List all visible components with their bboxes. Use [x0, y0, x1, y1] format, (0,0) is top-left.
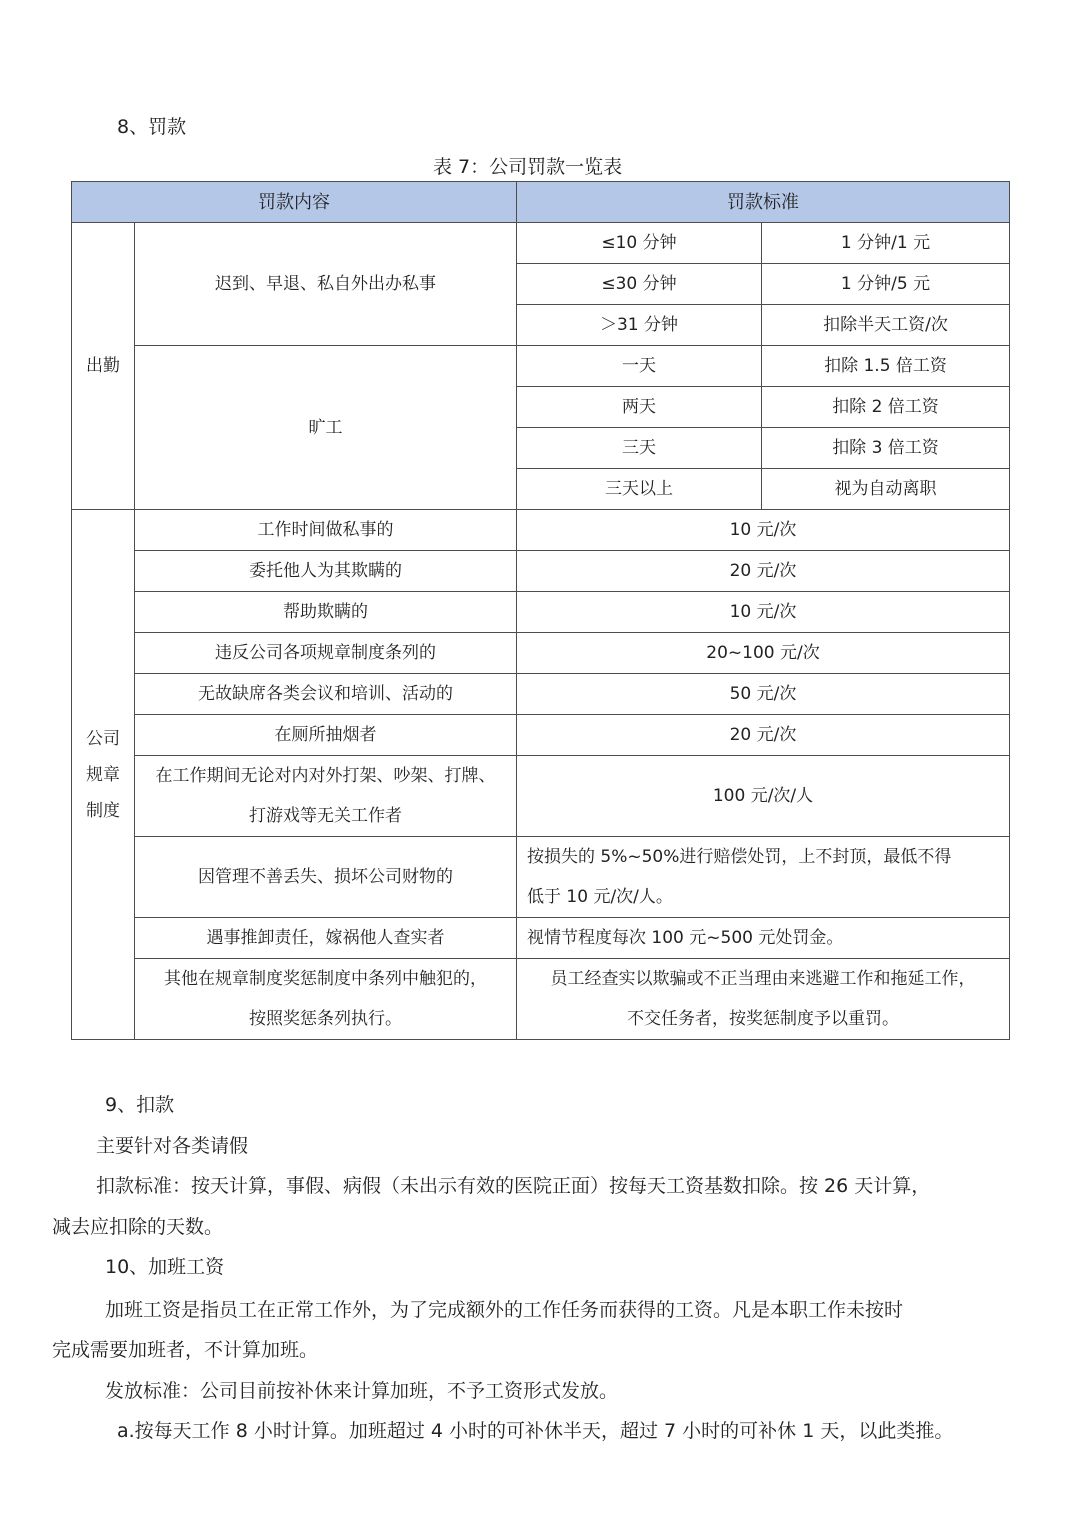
rule-item: 帮助欺瞒的 [135, 592, 517, 633]
table-row [72, 756, 1010, 837]
table-row [72, 959, 1010, 1040]
s9-paragraph-2-line-2: 减去应扣除的天数。 [52, 1216, 224, 1238]
rule-fine: 10 元/次 [517, 510, 1010, 551]
rule-item [135, 756, 517, 837]
rule-fine-line: 低于 10 元/次/人。 [527, 887, 673, 907]
table-row [72, 346, 1010, 387]
rule-fine-line: 不交任务者，按奖惩制度予以重罚。 [627, 1009, 899, 1029]
absent-cond: 两天 [517, 387, 762, 428]
late-cond: ＞31 分钟 [517, 305, 762, 346]
rule-fine: 20~100 元/次 [517, 633, 1010, 674]
rule-item: 无故缺席各类会议和培训、活动的 [135, 674, 517, 715]
rule-fine: 20 元/次 [517, 715, 1010, 756]
table-row [72, 837, 1010, 918]
rule-item: 违反公司各项规章制度条列的 [135, 633, 517, 674]
fines-table [71, 181, 1010, 1040]
absent-label: 旷工 [135, 346, 517, 510]
late-fine: 扣除半天工资/次 [762, 305, 1010, 346]
rule-item-line: 按照奖惩条列执行。 [249, 1009, 402, 1029]
rule-item [135, 959, 517, 1040]
rule-fine-line: 按损失的 5%~50%进行赔偿处罚，上不封顶，最低不得 [527, 847, 952, 867]
table-caption: 表 7：公司罚款一览表 [433, 156, 623, 178]
rule-item-line: 打游戏等无关工作者 [249, 806, 402, 826]
s10-paragraph-2: 发放标准：公司目前按补休来计算加班，不予工资形式发放。 [105, 1380, 619, 1402]
s10-paragraph-1-line-1: 加班工资是指员工在正常工作外，为了完成额外的工作任务而获得的工资。凡是本职工作未按时 [105, 1299, 904, 1321]
rule-fine [517, 959, 1010, 1040]
section-10-title: 10、加班工资 [105, 1256, 225, 1278]
late-fine: 1 分钟/5 元 [762, 264, 1010, 305]
absent-fine: 扣除 1.5 倍工资 [762, 346, 1010, 387]
absent-fine: 扣除 3 倍工资 [762, 428, 1010, 469]
rule-item: 委托他人为其欺瞒的 [135, 551, 517, 592]
category-attendance: 出勤 [72, 223, 135, 510]
late-cond: ≤30 分钟 [517, 264, 762, 305]
table-row [72, 715, 1010, 756]
section-8-title: 8、罚款 [117, 116, 187, 138]
table-row [72, 551, 1010, 592]
rule-fine: 10 元/次 [517, 592, 1010, 633]
rule-item: 在厕所抽烟者 [135, 715, 517, 756]
table-row [72, 918, 1010, 959]
table-row [72, 633, 1010, 674]
s10-paragraph-1-line-2: 完成需要加班者，不计算加班。 [52, 1339, 319, 1361]
absent-fine: 视为自动离职 [762, 469, 1010, 510]
absent-cond: 三天以上 [517, 469, 762, 510]
header-content: 罚款内容 [72, 182, 517, 223]
absent-cond: 三天 [517, 428, 762, 469]
rule-item: 遇事推卸责任，嫁祸他人查实者 [135, 918, 517, 959]
rule-item-line: 其他在规章制度奖惩制度中条列中触犯的， [164, 969, 487, 989]
category-rules-line: 公司 [86, 728, 120, 749]
rule-fine: 视情节程度每次 100 元~500 元处罚金。 [517, 918, 1010, 959]
table-row [72, 674, 1010, 715]
rule-item: 因管理不善丢失、损坏公司财物的 [135, 837, 517, 918]
late-fine: 1 分钟/1 元 [762, 223, 1010, 264]
rule-fine: 100 元/次/人 [517, 756, 1010, 837]
late-label: 迟到、早退、私自外出办私事 [135, 223, 517, 346]
rule-item: 工作时间做私事的 [135, 510, 517, 551]
category-rules-line: 规章 [86, 764, 120, 785]
table-row [72, 510, 1010, 551]
absent-fine: 扣除 2 倍工资 [762, 387, 1010, 428]
table-row [72, 592, 1010, 633]
rule-fine [517, 837, 1010, 918]
rule-fine: 50 元/次 [517, 674, 1010, 715]
s9-paragraph-1: 主要针对各类请假 [96, 1135, 249, 1157]
category-rules [72, 510, 135, 1040]
table-header-row [72, 182, 1010, 223]
section-9-title: 9、扣款 [105, 1094, 175, 1116]
late-cond: ≤10 分钟 [517, 223, 762, 264]
rule-item-line: 在工作期间无论对内对外打架、吵架、打牌、 [155, 766, 496, 786]
s9-paragraph-2-line-1: 扣款标准：按天计算，事假、病假（未出示有效的医院正面）按每天工资基数扣除。按 26 天计算， [96, 1175, 931, 1197]
header-standard: 罚款标准 [517, 182, 1010, 223]
s10-paragraph-3: a.按每天工作 8 小时计算。加班超过 4 小时的可补休半天，超过 7 小时的可补休 1 天，以此类推。 [117, 1420, 954, 1442]
table-row [72, 223, 1010, 264]
category-rules-line: 制度 [86, 800, 120, 821]
rule-fine: 20 元/次 [517, 551, 1010, 592]
absent-cond: 一天 [517, 346, 762, 387]
rule-fine-line: 员工经查实以欺骗或不正当理由来逃避工作和拖延工作， [550, 969, 976, 989]
